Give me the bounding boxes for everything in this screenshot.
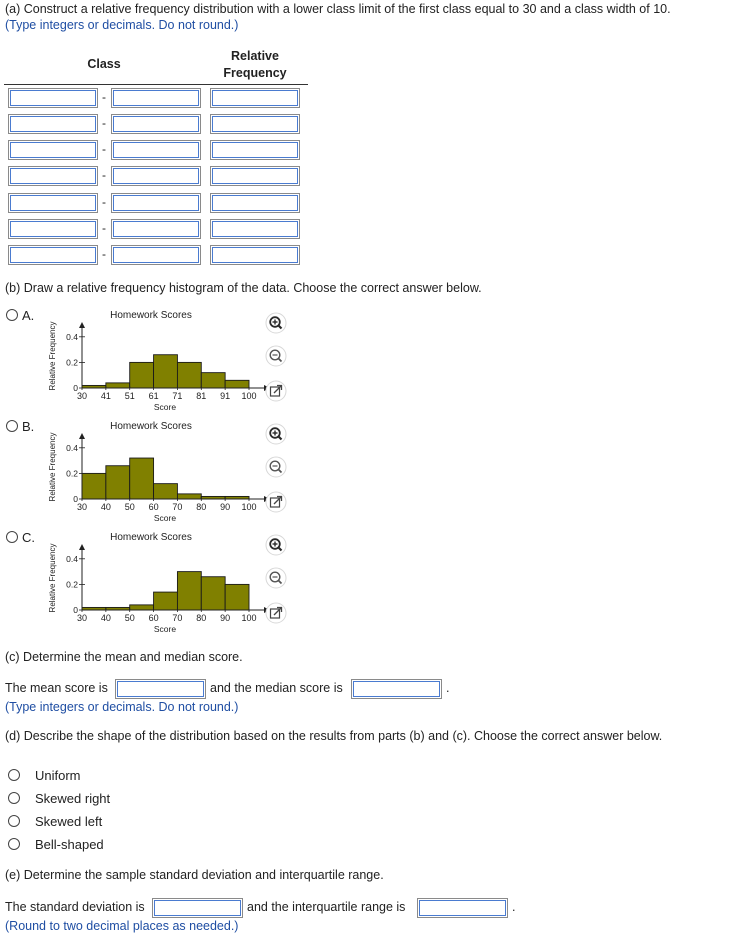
y-tick-label: 0.4 (66, 553, 78, 564)
x-tick-label: 60 (148, 613, 159, 623)
median-input[interactable] (351, 679, 442, 699)
class-upper-input[interactable] (111, 166, 201, 186)
relative-frequency-input[interactable] (210, 166, 300, 186)
period: . (446, 681, 450, 695)
popout-icon[interactable] (265, 380, 287, 402)
x-tick-label: 61 (148, 391, 159, 401)
histogram-bar (177, 572, 201, 610)
relative-frequency-input[interactable] (210, 114, 300, 134)
sd-label: The standard deviation is (5, 900, 145, 914)
shape-option-radio[interactable] (8, 769, 20, 781)
x-tick-label: 40 (100, 502, 111, 512)
histogram-option-radio[interactable] (6, 420, 18, 432)
period-e: . (512, 900, 516, 914)
histogram-bar (106, 383, 130, 388)
popout-icon[interactable] (265, 602, 287, 624)
y-tick-label: 0 (73, 383, 78, 393)
class-lower-input[interactable] (8, 193, 98, 213)
shape-option-radio[interactable] (8, 792, 20, 804)
class-lower-input[interactable] (8, 245, 98, 265)
part-c-hint: (Type integers or decimals. Do not round.) (5, 700, 239, 714)
relative-frequency-input[interactable] (210, 88, 300, 108)
class-upper-input[interactable] (111, 88, 201, 108)
zoom-out-icon[interactable] (265, 345, 287, 367)
class-separator: - (102, 221, 106, 235)
part-a-hint: (Type integers or decimals. Do not round.) (5, 18, 239, 32)
class-separator: - (102, 195, 106, 209)
y-axis-arrow (79, 322, 85, 328)
histogram-bar (130, 458, 154, 499)
x-tick-label: 51 (124, 391, 135, 401)
y-axis-label: Relative Frequency (48, 321, 57, 391)
class-separator: - (102, 168, 106, 182)
chart-title: Homework Scores (110, 532, 192, 543)
y-tick-label: 0 (73, 605, 78, 615)
histogram-option-letter[interactable]: B. (22, 419, 35, 434)
y-tick-label: 0.2 (66, 357, 78, 368)
relative-frequency-input[interactable] (210, 245, 300, 265)
x-tick-label: 70 (172, 613, 183, 623)
x-tick-label: 91 (220, 391, 231, 401)
shape-option-radio[interactable] (8, 838, 20, 850)
x-tick-label: 100 (241, 613, 257, 623)
x-axis-label: Score (153, 624, 177, 634)
shape-option-radio[interactable] (8, 815, 20, 827)
iqr-input[interactable] (417, 898, 508, 918)
class-upper-input[interactable] (111, 245, 201, 265)
relative-frequency-input[interactable] (210, 219, 300, 239)
class-lower-input[interactable] (8, 140, 98, 160)
zoom-out-icon[interactable] (265, 456, 287, 478)
class-upper-input[interactable] (111, 114, 201, 134)
relative-frequency-header (205, 48, 305, 82)
relative-frequency-header-line1: Relative (231, 49, 279, 63)
part-b-prompt: (b) Draw a relative frequency histogram of the data. Choose the correct answer below. (5, 281, 482, 295)
y-axis-label: Relative Frequency (48, 432, 57, 502)
part-e-hint: (Round to two decimal places as needed.) (5, 919, 239, 933)
class-lower-input[interactable] (8, 166, 98, 186)
histogram-bar (154, 484, 178, 499)
x-tick-label: 90 (220, 613, 231, 623)
histogram-option-radio[interactable] (6, 309, 18, 321)
x-tick-label: 50 (124, 613, 135, 623)
median-label: and the median score is (210, 681, 343, 695)
class-upper-input[interactable] (111, 140, 201, 160)
class-upper-input[interactable] (111, 219, 201, 239)
x-tick-label: 30 (76, 391, 88, 401)
x-tick-label: 71 (172, 391, 183, 401)
class-lower-input[interactable] (8, 88, 98, 108)
y-tick-label: 0.2 (66, 579, 78, 590)
x-tick-label: 30 (76, 613, 88, 623)
y-axis-label: Relative Frequency (48, 543, 57, 613)
x-tick-label: 100 (241, 502, 257, 512)
x-tick-label: 41 (100, 391, 111, 401)
class-upper-input[interactable] (111, 193, 201, 213)
popout-icon[interactable] (265, 491, 287, 513)
part-d-prompt: (d) Describe the shape of the distribution based on the results from parts (b) and (c). Choose the correct answer below. (5, 729, 663, 743)
x-tick-label: 60 (148, 502, 159, 512)
histogram-option-radio[interactable] (6, 531, 18, 543)
shape-option-label[interactable]: Skewed right (35, 791, 111, 806)
shape-option-label[interactable]: Skewed left (35, 814, 103, 829)
x-tick-label: 90 (220, 502, 231, 512)
histogram-bar (225, 584, 249, 610)
relative-frequency-header-line2: Frequency (223, 66, 287, 80)
shape-option-label[interactable]: Uniform (35, 768, 81, 783)
histogram-bar (177, 494, 201, 499)
histogram-bar (225, 380, 249, 388)
class-lower-input[interactable] (8, 114, 98, 134)
histogram-bar (201, 373, 225, 388)
zoom-in-icon[interactable] (265, 534, 287, 556)
zoom-in-icon[interactable] (265, 312, 287, 334)
shape-option-label[interactable]: Bell-shaped (35, 837, 104, 852)
part-e-prompt: (e) Determine the sample standard deviation and interquartile range. (5, 868, 384, 882)
x-tick-label: 50 (124, 502, 135, 512)
chart-title: Homework Scores (110, 310, 192, 321)
y-tick-label: 0 (73, 494, 78, 504)
x-axis-label: Score (153, 513, 177, 523)
histogram-bar (154, 355, 178, 388)
sd-input[interactable] (152, 898, 243, 918)
relative-frequency-input[interactable] (210, 140, 300, 160)
y-tick-label: 0.2 (66, 468, 78, 479)
histogram-option-letter[interactable]: C. (22, 530, 35, 545)
part-c-prompt: (c) Determine the mean and median score. (5, 650, 243, 664)
histogram-bar (130, 605, 154, 610)
x-tick-label: 30 (76, 502, 88, 512)
y-tick-label: 0.4 (66, 442, 78, 453)
relative-frequency-input[interactable] (210, 193, 300, 213)
table-header-rule (4, 84, 308, 85)
x-tick-label: 40 (100, 613, 111, 623)
zoom-in-icon[interactable] (265, 423, 287, 445)
class-lower-input[interactable] (8, 219, 98, 239)
class-separator: - (102, 116, 106, 130)
x-tick-label: 80 (196, 613, 207, 623)
y-axis-arrow (79, 544, 85, 550)
histogram-bar (177, 362, 201, 388)
y-tick-label: 0.4 (66, 331, 78, 342)
histogram-bar (154, 592, 178, 610)
x-tick-label: 70 (172, 502, 183, 512)
histogram-bar (106, 466, 130, 499)
histogram-bar (130, 362, 154, 388)
zoom-out-icon[interactable] (265, 567, 287, 589)
class-separator: - (102, 247, 106, 261)
x-axis-label: Score (153, 402, 177, 412)
part-a-instruction: (a) Construct a relative frequency distribution with a lower class limit of the first class equal to 30 and a class width of 10. (5, 2, 671, 16)
class-separator: - (102, 142, 106, 156)
histogram-option-letter[interactable]: A. (22, 308, 35, 323)
class-separator: - (102, 90, 106, 104)
y-axis-arrow (79, 433, 85, 439)
x-tick-label: 81 (196, 391, 207, 401)
mean-label: The mean score is (5, 681, 108, 695)
chart-title: Homework Scores (110, 421, 192, 432)
x-tick-label: 100 (241, 391, 257, 401)
histogram-bar (82, 473, 106, 499)
class-column-header: Class (87, 57, 121, 71)
x-tick-label: 80 (196, 502, 207, 512)
mean-input[interactable] (115, 679, 206, 699)
iqr-label: and the interquartile range is (247, 900, 406, 914)
histogram-bar (201, 577, 225, 610)
